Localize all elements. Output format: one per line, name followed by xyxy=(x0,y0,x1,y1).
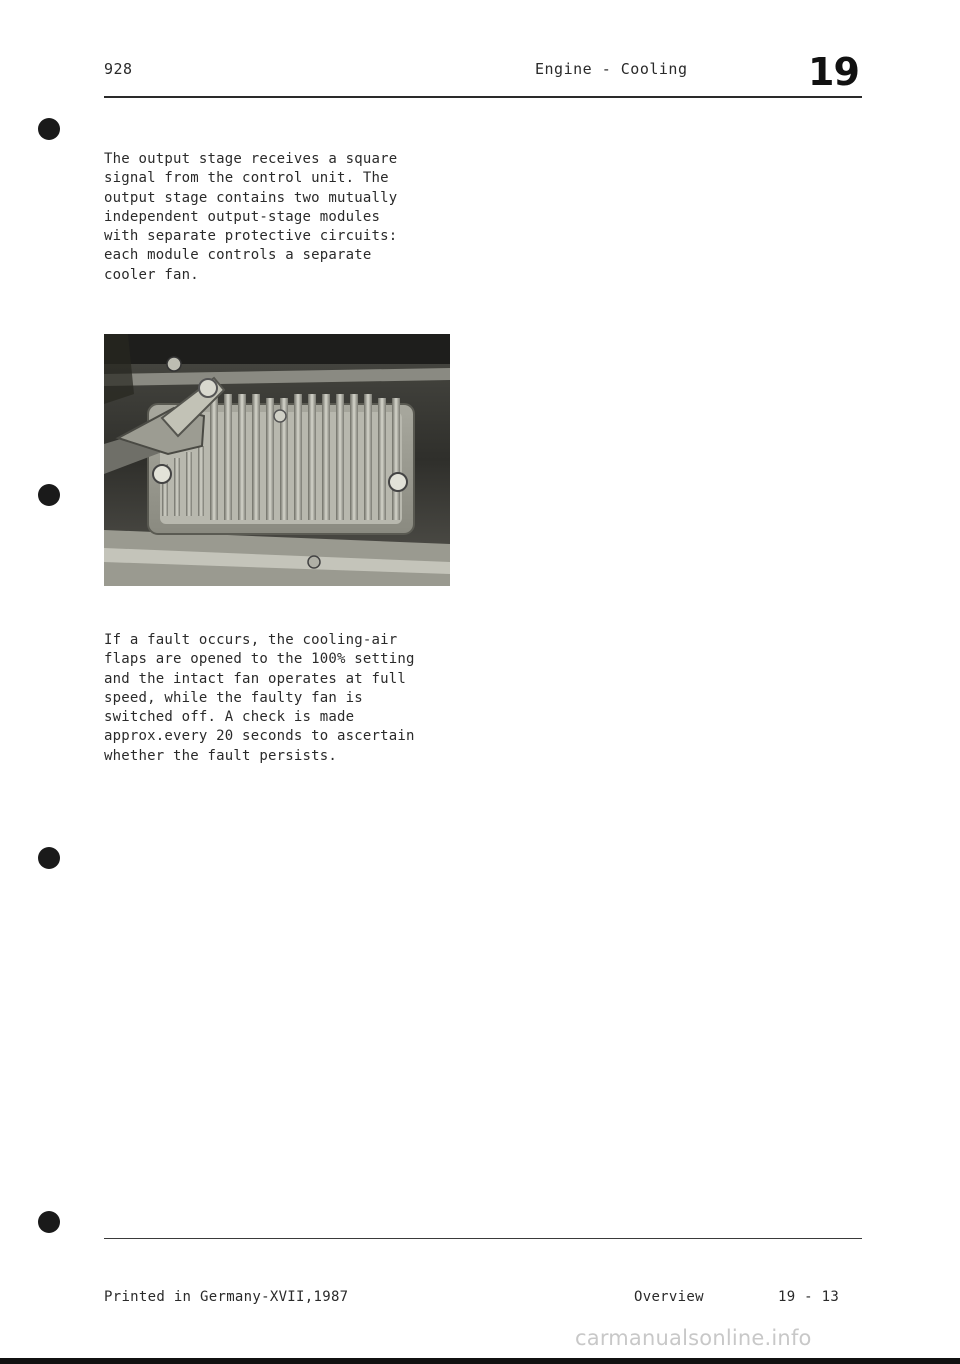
binder-hole xyxy=(38,847,60,869)
footer-printed: Printed in Germany-XVII,1987 xyxy=(104,1289,349,1305)
output-stage-photo xyxy=(104,334,450,586)
paragraph-fault-behaviour: If a fault occurs, the cooling-air flaps are opened to the 100% setting and the intact fan operates at full speed, while the faulty fan is switched off. A check is made approx.every 20 seconds to ascertain whether the fault persists. xyxy=(104,632,415,764)
header-title: Engine - Cooling xyxy=(535,60,688,78)
binder-hole xyxy=(38,1211,60,1233)
binder-hole xyxy=(38,484,60,506)
bottom-edge-bar xyxy=(0,1358,960,1364)
footer-rule xyxy=(104,1238,862,1239)
header-section-number: 19 xyxy=(808,50,859,94)
paragraph-output-stage: The output stage receives a square signal from the control unit. The output stage contains two mutually independent output-stage modules with separate protective circuits: each module controls a separate cooler fan. xyxy=(104,151,398,283)
footer-chapter: Overview xyxy=(634,1289,704,1305)
heatsink-illustration xyxy=(104,334,450,586)
header-rule xyxy=(104,96,862,98)
binder-hole xyxy=(38,118,60,140)
header-model: 928 xyxy=(104,60,133,78)
watermark-text: carmanualsonline.info xyxy=(575,1326,812,1350)
footer-page-number: 19 - 13 xyxy=(778,1289,840,1305)
